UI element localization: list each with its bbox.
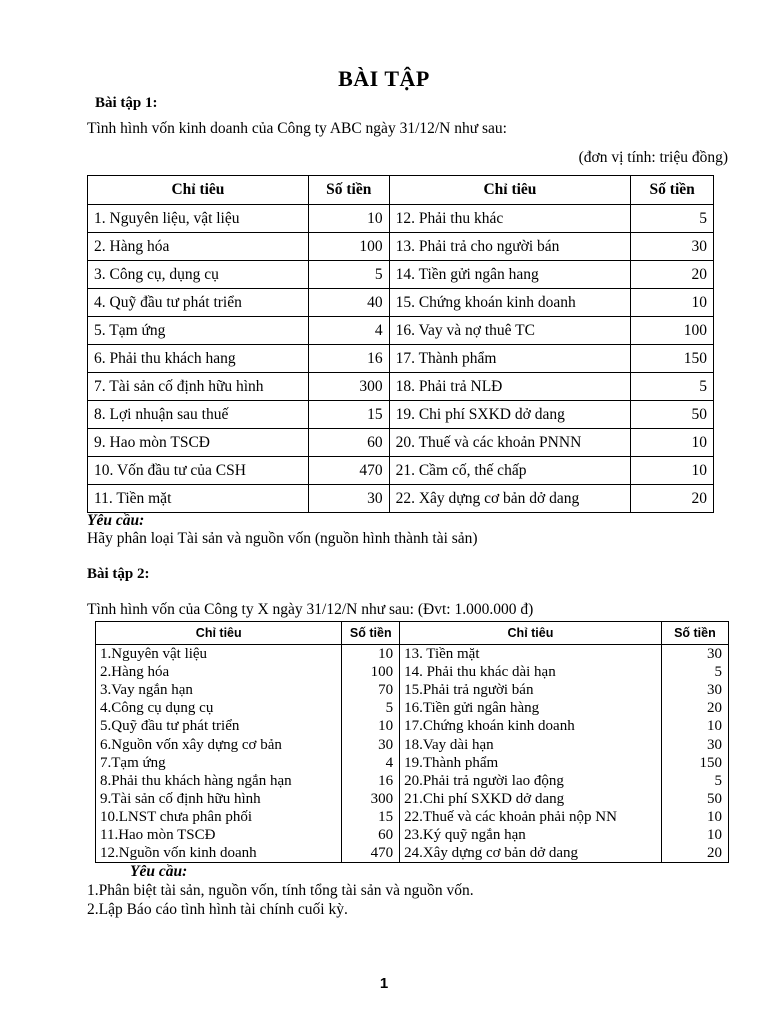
- amount-cell: 5: [661, 663, 728, 681]
- item-cell: 11.Hao mòn TSCĐ: [96, 826, 342, 844]
- amount-cell: 100: [631, 317, 714, 345]
- item-cell: 16.Tiền gửi ngân hàng: [400, 699, 662, 717]
- table-header-row: [88, 176, 714, 205]
- item-cell: 5. Tạm ứng: [88, 317, 309, 345]
- exercise-1-unit: (đơn vị tính: triệu đồng): [578, 149, 728, 166]
- amount-cell: 10: [342, 645, 400, 664]
- item-cell: 10.LNST chưa phân phối: [96, 808, 342, 826]
- item-cell: 22. Xây dựng cơ bản dở dang: [389, 485, 631, 513]
- amount-cell: 100: [308, 233, 389, 261]
- item-cell: 1. Nguyên liệu, vật liệu: [88, 205, 309, 233]
- exercise-2-requirement-line-2: 2.Lập Báo cáo tình hình tài chính cuối kỳ.: [87, 901, 348, 918]
- amount-cell: 10: [661, 826, 728, 844]
- table-row: [96, 844, 729, 863]
- table-row: [96, 754, 729, 772]
- exercise-1-heading: Bài tập 1:: [95, 95, 158, 111]
- exercise-2-table: [95, 621, 729, 863]
- item-cell: 8. Lợi nhuận sau thuế: [88, 401, 309, 429]
- column-header-item: Chỉ tiêu: [400, 622, 662, 645]
- table-row: [96, 717, 729, 735]
- item-cell: 3.Vay ngắn hạn: [96, 681, 342, 699]
- amount-cell: 50: [661, 790, 728, 808]
- item-cell: 20.Phải trả người lao động: [400, 772, 662, 790]
- amount-cell: 15: [342, 808, 400, 826]
- amount-cell: 150: [631, 345, 714, 373]
- amount-cell: 4: [308, 317, 389, 345]
- amount-cell: 5: [308, 261, 389, 289]
- exercise-2-intro: Tình hình vốn của Công ty X ngày 31/12/N như sau: (Đvt: 1.000.000 đ): [87, 601, 534, 618]
- amount-cell: 60: [342, 826, 400, 844]
- item-cell: 5.Quỹ đầu tư phát triển: [96, 717, 342, 735]
- item-cell: 19.Thành phẩm: [400, 754, 662, 772]
- table-row: [88, 485, 714, 513]
- amount-cell: 10: [631, 457, 714, 485]
- exercise-1-requirement-label: Yêu cầu:: [87, 512, 145, 529]
- table-row: [88, 457, 714, 485]
- column-header-item: Chỉ tiêu: [88, 176, 309, 205]
- amount-cell: 10: [631, 429, 714, 457]
- item-cell: 4.Công cụ dụng cụ: [96, 699, 342, 717]
- amount-cell: 70: [342, 681, 400, 699]
- item-cell: 15.Phải trả người bán: [400, 681, 662, 699]
- amount-cell: 30: [661, 681, 728, 699]
- exercise-1-requirement-text: Hãy phân loại Tài sản và nguồn vốn (nguồn hình thành tài sản): [87, 530, 478, 547]
- table-row: [88, 317, 714, 345]
- amount-cell: 10: [661, 717, 728, 735]
- item-cell: 8.Phải thu khách hàng ngắn hạn: [96, 772, 342, 790]
- item-cell: 9.Tài sản cố định hữu hình: [96, 790, 342, 808]
- item-cell: 9. Hao mòn TSCĐ: [88, 429, 309, 457]
- table-row: [96, 790, 729, 808]
- table-row: [88, 429, 714, 457]
- item-cell: 23.Ký quỹ ngắn hạn: [400, 826, 662, 844]
- item-cell: 12.Nguồn vốn kinh doanh: [96, 844, 342, 863]
- amount-cell: 16: [308, 345, 389, 373]
- amount-cell: 20: [631, 261, 714, 289]
- item-cell: 17. Thành phẩm: [389, 345, 631, 373]
- item-cell: 21. Cầm cố, thế chấp: [389, 457, 631, 485]
- table-row: [88, 345, 714, 373]
- table-row: [88, 401, 714, 429]
- amount-cell: 50: [631, 401, 714, 429]
- item-cell: 22.Thuế và các khoản phải nộp NN: [400, 808, 662, 826]
- amount-cell: 16: [342, 772, 400, 790]
- amount-cell: 10: [631, 289, 714, 317]
- amount-cell: 4: [342, 754, 400, 772]
- amount-cell: 10: [661, 808, 728, 826]
- amount-cell: 30: [308, 485, 389, 513]
- table-header-row: [96, 622, 729, 645]
- table-row: [96, 826, 729, 844]
- item-cell: 4. Quỹ đầu tư phát triển: [88, 289, 309, 317]
- amount-cell: 300: [342, 790, 400, 808]
- item-cell: 15. Chứng khoán kinh doanh: [389, 289, 631, 317]
- table-row: [88, 233, 714, 261]
- item-cell: 21.Chi phí SXKD dở dang: [400, 790, 662, 808]
- item-cell: 18. Phải trả NLĐ: [389, 373, 631, 401]
- table-row: [96, 663, 729, 681]
- item-cell: 12. Phải thu khác: [389, 205, 631, 233]
- amount-cell: 30: [631, 233, 714, 261]
- item-cell: 13. Phải trả cho người bán: [389, 233, 631, 261]
- item-cell: 13. Tiền mặt: [400, 645, 662, 664]
- amount-cell: 10: [308, 205, 389, 233]
- amount-cell: 5: [631, 205, 714, 233]
- item-cell: 2. Hàng hóa: [88, 233, 309, 261]
- amount-cell: 30: [661, 645, 728, 664]
- amount-cell: 5: [342, 699, 400, 717]
- column-header-amount: Số tiền: [661, 622, 728, 645]
- item-cell: 11. Tiền mặt: [88, 485, 309, 513]
- item-cell: 6.Nguồn vốn xây dựng cơ bản: [96, 735, 342, 753]
- column-header-amount: Số tiền: [631, 176, 714, 205]
- exercise-2-requirement-label: Yêu cầu:: [130, 863, 188, 880]
- table-row: [96, 772, 729, 790]
- amount-cell: 470: [308, 457, 389, 485]
- item-cell: 20. Thuế và các khoản PNNN: [389, 429, 631, 457]
- amount-cell: 100: [342, 663, 400, 681]
- table-row: [88, 289, 714, 317]
- table-row: [88, 205, 714, 233]
- exercise-2-requirement-line-1: 1.Phân biệt tài sản, nguồn vốn, tính tổng tài sản và nguồn vốn.: [87, 882, 474, 899]
- item-cell: 3. Công cụ, dụng cụ: [88, 261, 309, 289]
- table-row: [96, 808, 729, 826]
- table-row: [96, 699, 729, 717]
- item-cell: 14. Phải thu khác dài hạn: [400, 663, 662, 681]
- amount-cell: 10: [342, 717, 400, 735]
- column-header-item: Chỉ tiêu: [389, 176, 631, 205]
- amount-cell: 30: [342, 735, 400, 753]
- item-cell: 2.Hàng hóa: [96, 663, 342, 681]
- amount-cell: 470: [342, 844, 400, 863]
- column-header-amount: Số tiền: [342, 622, 400, 645]
- amount-cell: 15: [308, 401, 389, 429]
- exercise-2-heading: Bài tập 2:: [87, 566, 150, 582]
- item-cell: 17.Chứng khoán kinh doanh: [400, 717, 662, 735]
- page-number: 1: [379, 975, 389, 992]
- amount-cell: 20: [661, 699, 728, 717]
- column-header-item: Chỉ tiêu: [96, 622, 342, 645]
- table-row: [88, 373, 714, 401]
- item-cell: 1.Nguyên vật liệu: [96, 645, 342, 664]
- table-row: [88, 261, 714, 289]
- item-cell: 6. Phải thu khách hang: [88, 345, 309, 373]
- amount-cell: 40: [308, 289, 389, 317]
- item-cell: 10. Vốn đầu tư của CSH: [88, 457, 309, 485]
- amount-cell: 20: [631, 485, 714, 513]
- item-cell: 14. Tiền gửi ngân hang: [389, 261, 631, 289]
- amount-cell: 60: [308, 429, 389, 457]
- amount-cell: 5: [661, 772, 728, 790]
- item-cell: 7. Tài sản cố định hữu hình: [88, 373, 309, 401]
- table-row: [96, 681, 729, 699]
- exercise-1-table: [87, 175, 714, 513]
- item-cell: 16. Vay và nợ thuê TC: [389, 317, 631, 345]
- item-cell: 19. Chi phí SXKD dở dang: [389, 401, 631, 429]
- item-cell: 18.Vay dài hạn: [400, 735, 662, 753]
- amount-cell: 5: [631, 373, 714, 401]
- amount-cell: 150: [661, 754, 728, 772]
- table-row: [96, 735, 729, 753]
- column-header-amount: Số tiền: [308, 176, 389, 205]
- amount-cell: 20: [661, 844, 728, 863]
- item-cell: 24.Xây dựng cơ bản dở dang: [400, 844, 662, 863]
- table-row: [96, 645, 729, 664]
- amount-cell: 30: [661, 735, 728, 753]
- amount-cell: 300: [308, 373, 389, 401]
- exercise-1-intro: Tình hình vốn kinh doanh của Công ty ABC ngày 31/12/N như sau:: [87, 120, 507, 137]
- item-cell: 7.Tạm ứng: [96, 754, 342, 772]
- page-title: BÀI TẬP: [338, 66, 430, 91]
